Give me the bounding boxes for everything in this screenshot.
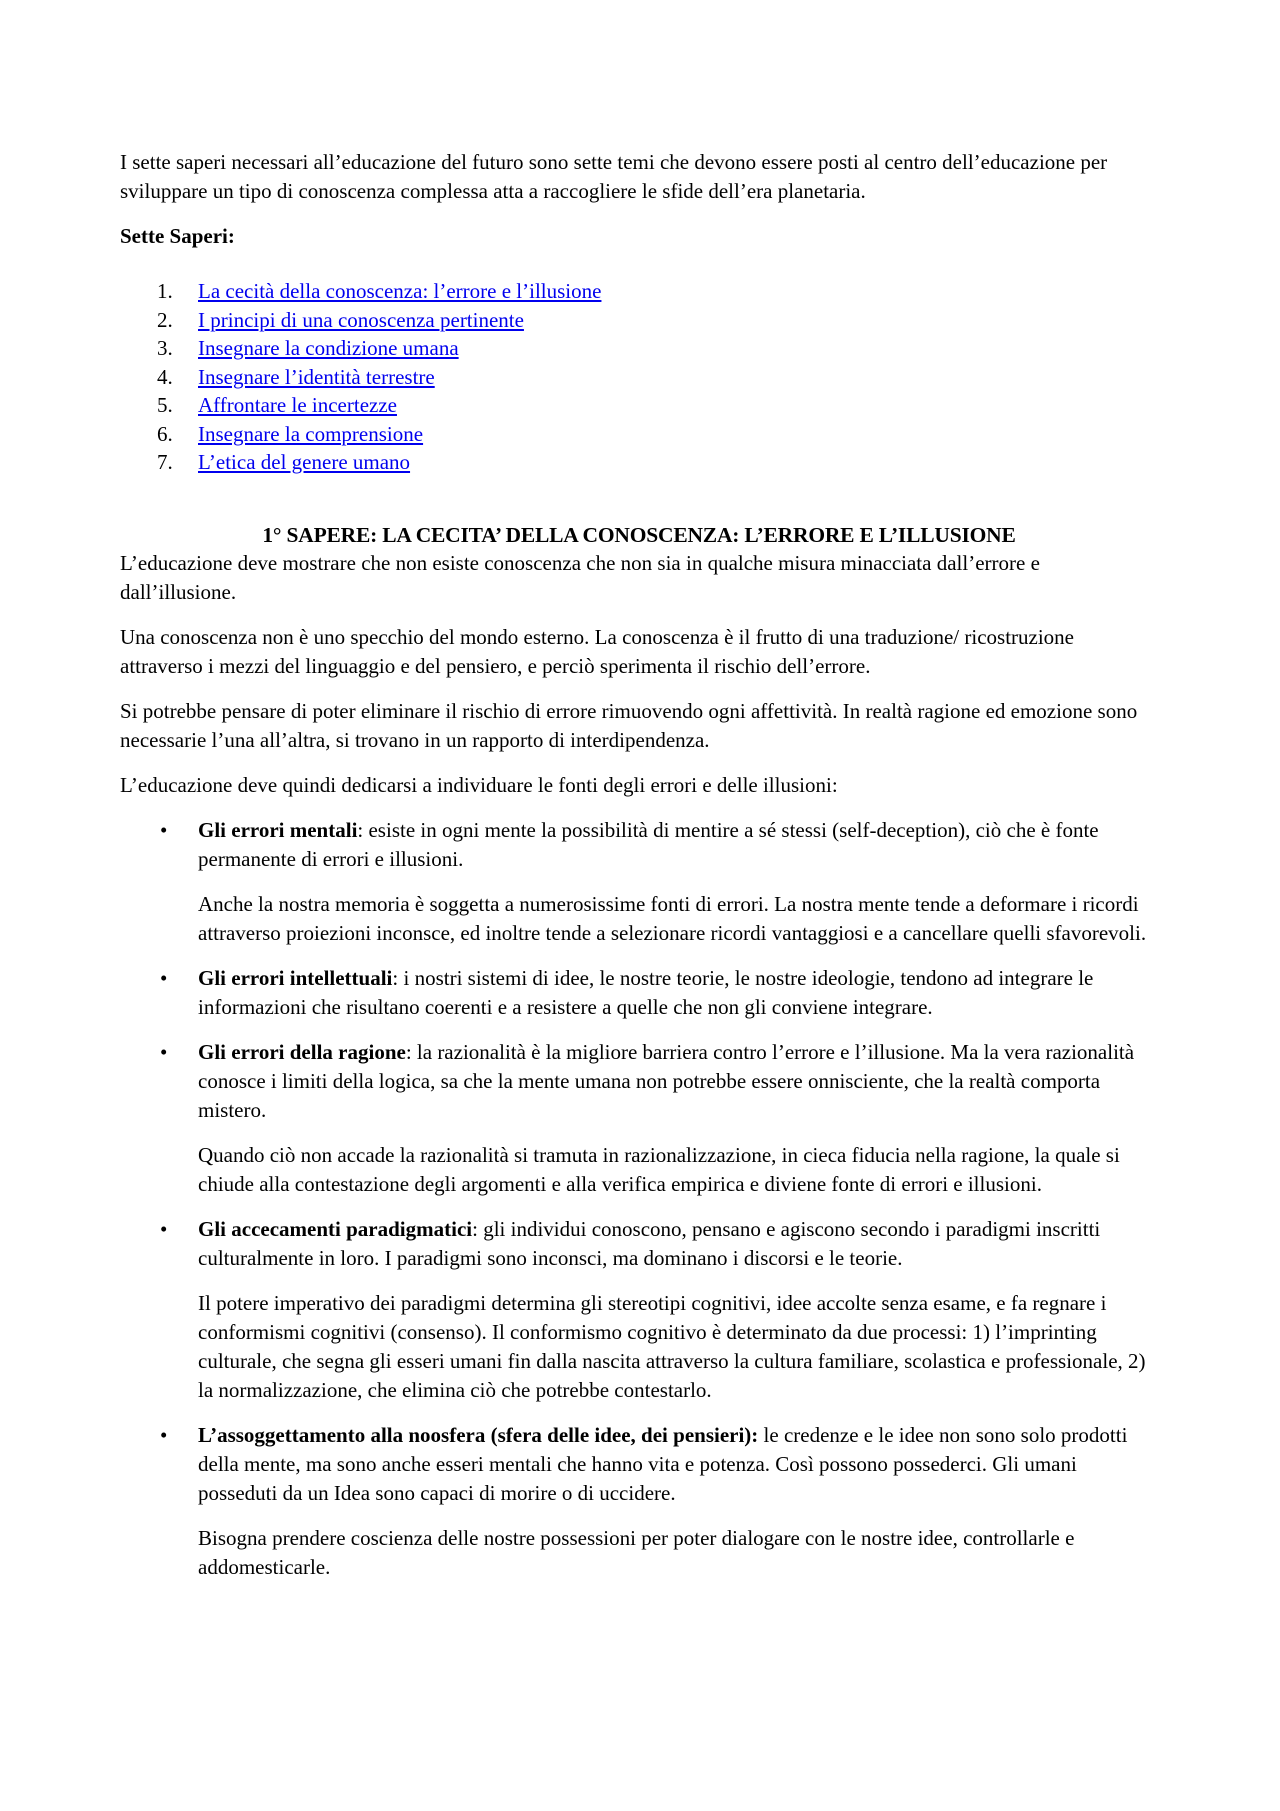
body-paragraph: Una conoscenza non è uno specchio del mondo esterno. La conoscenza è il frutto di una traduzione/ ricostruzione attraverso i mezzi del linguaggio e del pensiero, e perciò sperimenta il rischio dell’errore. — [120, 624, 1074, 678]
bullet-item — [160, 816, 1158, 948]
table-of-contents — [120, 277, 1158, 477]
toc-item — [157, 420, 1158, 449]
bullet-icon: • — [160, 817, 168, 842]
bullet-icon: • — [160, 965, 168, 990]
bullet-term: Gli errori mentali — [198, 817, 358, 842]
toc-item — [157, 363, 1158, 392]
bullet-detail-paragraph: Il potere imperativo dei paradigmi determina gli stereotipi cognitivi, idee accolte senza esame, e fa regnare i conformismi cognitivi (consenso). Il conformismo cognitivo è determinato da due processi: 1) l’imprinting culturale, che segna gli esseri umani fin dalla nascita attraverso la cultura familiare, scolastica e professionale, 2) la normalizzazione, che elimina ciò che potrebbe contestarlo. — [198, 1290, 1146, 1402]
toc-link[interactable]: I principi di una conoscenza pertinente — [198, 307, 524, 332]
bullet-description: : gli individui conoscono, pensano e agiscono secondo i paradigmi inscritti culturalmente in loro. I paradigmi sono inconsci, ma dominano i discorsi e le teorie. — [198, 1216, 1101, 1270]
toc-link[interactable]: L’etica del genere umano — [198, 450, 411, 474]
bullet-item — [160, 1421, 1158, 1582]
bullet-text — [198, 1421, 1158, 1508]
body-paragraph: L’educazione deve mostrare che non esiste conoscenza che non sia in qualche misura minacciata dall’errore e dall’illusione. — [120, 550, 1040, 604]
error-sources-list — [120, 816, 1158, 1582]
bullet-item — [160, 1215, 1158, 1405]
bullet-icon: • — [160, 1422, 168, 1447]
bullet-description: : i nostri sistemi di idee, le nostre teorie, le nostre ideologie, tendono ad integrare le informazioni che risultano coerenti e a resistere a quelle che non gli conviene integrare. — [198, 965, 1094, 1019]
toc-item — [157, 334, 1158, 363]
bullet-text — [198, 1038, 1158, 1125]
bullet-item — [160, 964, 1158, 1022]
toc-number: 6. — [157, 421, 173, 446]
bullet-item — [160, 1038, 1158, 1199]
toc-link[interactable]: La cecità della conoscenza: l’errore e l’illusione — [198, 279, 602, 303]
bullet-icon: • — [160, 1039, 168, 1064]
bullet-text — [198, 816, 1158, 874]
toc-link[interactable]: Insegnare la comprensione — [198, 421, 424, 446]
bullet-term: Gli accecamenti paradigmatici — [198, 1216, 473, 1241]
toc-link[interactable]: Insegnare l’identità terrestre — [198, 364, 435, 389]
bullet-term: Gli errori della ragione — [198, 1039, 406, 1064]
toc-number: 5. — [157, 393, 173, 417]
toc-link[interactable]: Insegnare la condizione umana — [198, 336, 459, 360]
intro-paragraph: I sette saperi necessari all’educazione del futuro sono sette temi che devono essere posti al centro dell’educazione per sviluppare un tipo di conoscenza complessa atta a raccogliere le sfide dell’era planetaria. — [120, 150, 1108, 203]
body-paragraph: Si potrebbe pensare di poter eliminare il rischio di errore rimuovendo ogni affettività. In realtà ragione ed emozione sono necessarie l’una all’altra, si trovano in un rapporto di interdipendenza. — [120, 698, 1138, 752]
body-paragraph: L’educazione deve quindi dedicarsi a individuare le fonti degli errori e delle illusioni: — [120, 772, 838, 797]
bullet-detail-paragraph: Anche la nostra memoria è soggetta a numerosissime fonti di errori. La nostra mente tende a deformare i ricordi attraverso proiezioni inconsce, ed inoltre tende a selezionare ricordi vantaggiosi e a cancellare quelli sfavorevoli. — [198, 891, 1147, 945]
toc-item — [157, 277, 1158, 306]
bullet-term: L’assoggettamento alla noosfera (sfera delle idee, dei pensieri): — [198, 1422, 759, 1447]
bullet-icon: • — [160, 1216, 168, 1241]
bullet-detail-paragraph: Quando ciò non accade la razionalità si tramuta in razionalizzazione, in cieca fiducia nella ragione, la quale si chiude alla contestazione degli argomenti e alla verifica empirica e diviene fonte di errori e illusioni. — [198, 1142, 1120, 1196]
list-heading: Sette Saperi: — [120, 224, 235, 248]
section-heading: 1° SAPERE: LA CECITA’ DELLA CONOSCENZA: L’ERRORE E L’ILLUSIONE — [262, 522, 1016, 547]
toc-item — [157, 448, 1158, 477]
toc-link[interactable]: Affrontare le incertezze — [198, 393, 397, 417]
bullet-description: : la razionalità è la migliore barriera contro l’errore e l’illusione. Ma la vera razionalità conosce i limiti della logica, sa che la mente umana non potrebbe essere onnisciente, che la realtà comporta mistero. — [198, 1039, 1135, 1122]
toc-number: 1. — [157, 279, 173, 303]
bullet-description: : esiste in ogni mente la possibilità di mentire a sé stessi (self-deception), ciò che è fonte permanente di errori e illusioni. — [198, 817, 1099, 871]
toc-number: 4. — [157, 364, 173, 389]
bullet-description: le credenze e le idee non sono solo prodotti della mente, ma sono anche esseri mentali che hanno vita e potenza. Così possono possederci. Gli umani posseduti da un Idea sono capaci di morire o di uccidere. — [198, 1422, 1128, 1505]
toc-number: 2. — [157, 307, 173, 332]
bullet-detail-paragraph: Bisogna prendere coscienza delle nostre possessioni per poter dialogare con le nostre idee, controllarle e addomesticarle. — [198, 1525, 1075, 1579]
bullet-text — [198, 1215, 1158, 1273]
toc-item — [157, 306, 1158, 335]
toc-item — [157, 391, 1158, 420]
toc-number: 7. — [157, 450, 173, 474]
bullet-term: Gli errori intellettuali — [198, 965, 393, 990]
toc-number: 3. — [157, 336, 173, 360]
bullet-text — [198, 964, 1158, 1022]
